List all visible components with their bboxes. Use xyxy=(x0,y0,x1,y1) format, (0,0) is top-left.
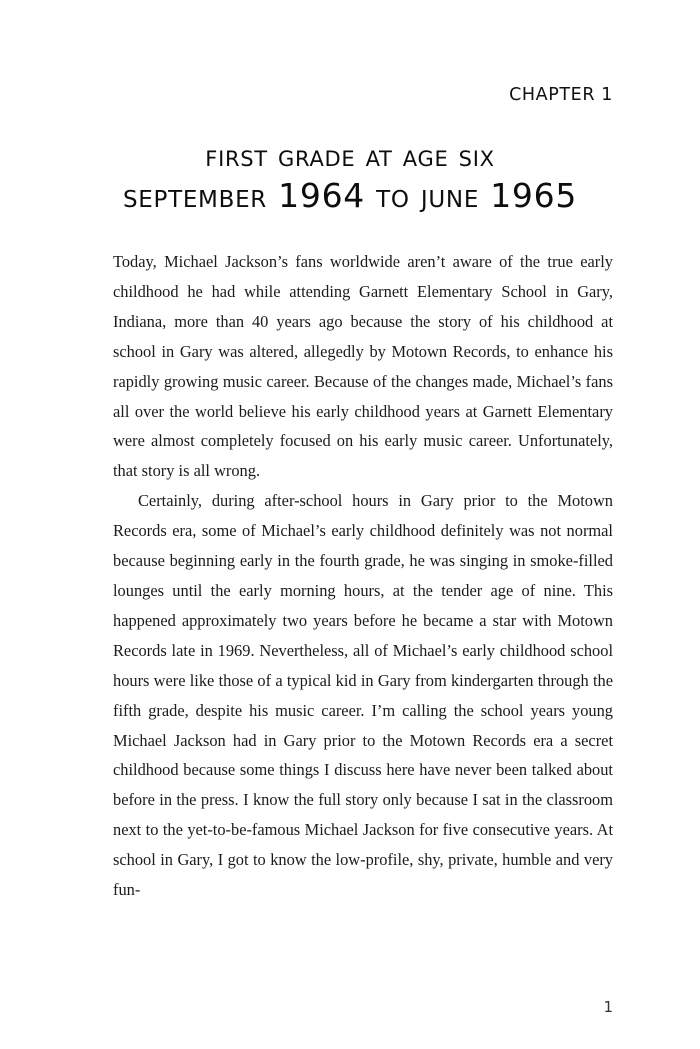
body-paragraph: Today, Michael Jackson’s fans worldwide aren’t aware of the true early childhood he had while attending Garnett Elementary School in Gary, Indiana, more than 40 years ago because the story of his childhood at school in Gary was altered, allegedly by Motown Records, to enhance his rapidly growing music career. Because of the changes made, Michael’s fans all over the world believe his early childhood years at Garnett Elementary were almost completely focused on his early music career. Unfortunately, that story is all wrong. xyxy=(113,252,613,481)
chapter-title-line-2: september 1964 to june 1965 xyxy=(122,176,578,215)
body-text-block xyxy=(113,247,613,905)
chapter-title xyxy=(80,138,620,216)
body-paragraph: Certainly, during after-school hours in Gary prior to the Motown Records era, some of Michael’s early childhood definitely was not normal because beginning early in the fourth grade, he was singing in smoke-filled lounges until the early morning hours, at the tender age of nine. This happened approximately two years before he became a star with Motown Records late in 1969. Nevertheless, all of Michael’s early childhood school hours were like those of a typical kid in Gary from kindergarten through the fifth grade, despite his music career. I’m calling the school years young Michael Jackson had in Gary prior to the Motown Records era a secret childhood because some things I discuss here have never been talked about before in the press. I know the full story only because I sat in the classroom next to the yet-to-be-famous Michael Jackson for five consecutive years. At school in Gary, I got to know the low-profile, shy, private, humble and very fun- xyxy=(113,491,613,900)
chapter-label: CHAPTER 1 xyxy=(509,85,613,105)
page-number: 1 xyxy=(603,998,613,1016)
chapter-title-line-1: first grade at age six xyxy=(205,139,495,174)
